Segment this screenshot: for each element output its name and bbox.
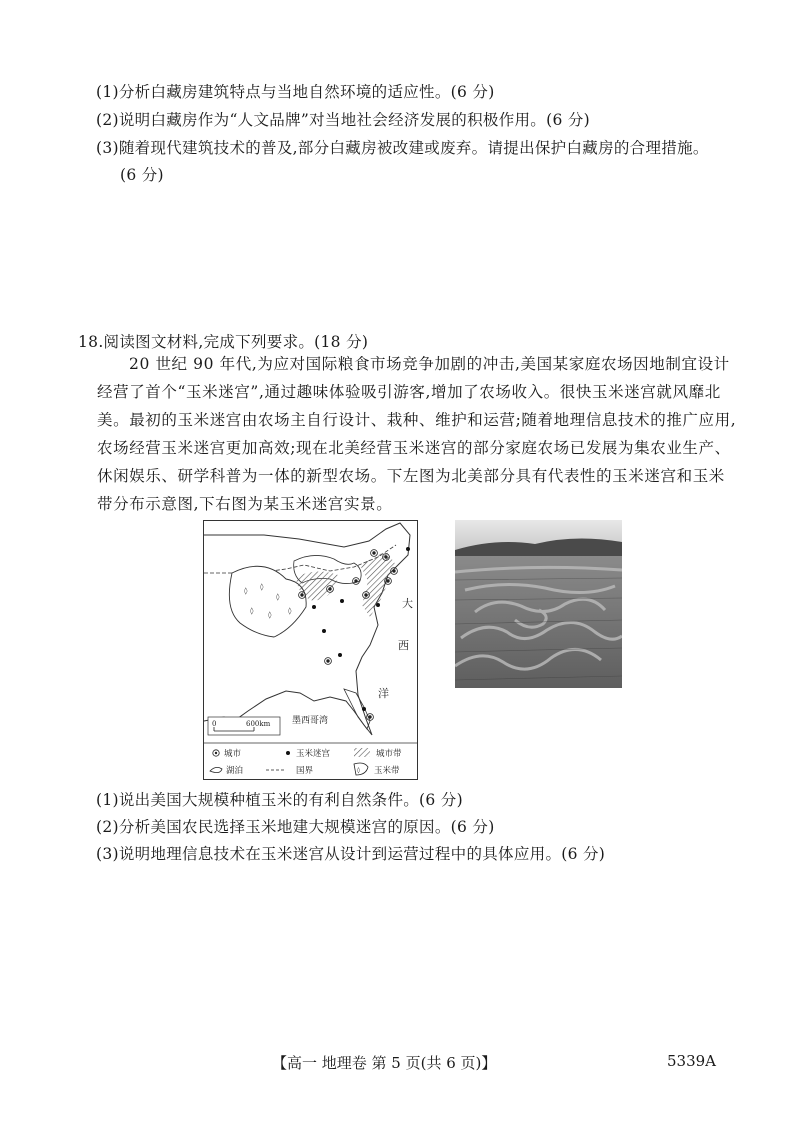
legend-urban-belt-icon xyxy=(354,748,370,757)
legend-corn-belt: 玉米带 xyxy=(374,766,400,776)
legend-lake: 湖泊 xyxy=(226,766,244,776)
map-svg xyxy=(204,521,417,779)
svg-text:◊: ◊ xyxy=(288,607,292,615)
q18-sub2: (2)分析美国农民选择玉米地建大规模迷宫的原因。(6 分) xyxy=(96,818,495,836)
material-line-5: 休闲娱乐、研学科普为一体的新型农场。下左图为北美部分具有代表性的玉米迷宫和玉米 xyxy=(97,467,725,485)
photo-svg xyxy=(455,520,622,688)
legend-city: 城市 xyxy=(224,749,242,759)
svg-text:◊: ◊ xyxy=(357,767,360,774)
q18-sub1: (1)说出美国大规模种植玉米的有利自然条件。(6 分) xyxy=(96,791,463,809)
ocean-label-3: 洋 xyxy=(378,687,389,700)
material-line-2: 经营了首个“玉米迷宫”,通过趣味体验吸引游客,增加了农场收入。很快玉米迷宫就风靡北 xyxy=(97,383,721,401)
ocean-label-1: 大 xyxy=(402,597,413,610)
legend-urban-belt: 城市带 xyxy=(376,749,402,759)
material-line-1: 20 世纪 90 年代,为应对国际粮食市场竞争加剧的冲击,美国某家庭农场因地制宜设计 xyxy=(129,355,730,373)
svg-text:◊: ◊ xyxy=(260,583,264,591)
scale-distance: 600km xyxy=(246,720,271,728)
svg-text:◊: ◊ xyxy=(276,593,280,601)
florida xyxy=(344,689,370,729)
q17-sub1: (1)分析白藏房建筑特点与当地自然环境的适应性。(6 分) xyxy=(96,83,495,101)
ocean-label-2: 西 xyxy=(398,639,409,652)
svg-text:◊: ◊ xyxy=(244,587,248,595)
material-line-6: 带分布示意图,下右图为某玉米迷宫实景。 xyxy=(97,495,393,513)
footer-code: 5339A xyxy=(667,1052,717,1070)
footer-title: 【高一 地理卷 第 5 页(共 6 页)】 xyxy=(272,1054,497,1072)
q17-sub3-line2: (6 分) xyxy=(120,166,164,184)
svg-text:◊: ◊ xyxy=(250,607,254,615)
material-line-4: 农场经营玉米迷宫更加高效;现在北美经营玉米迷宫的部分家庭农场已发展为集农业生产、 xyxy=(97,439,731,457)
corn-maze-photo xyxy=(455,520,622,688)
urban-belt-east xyxy=(360,551,396,617)
q18-material xyxy=(97,350,737,518)
corn-belt xyxy=(229,566,306,637)
q18-stem: 18.阅读图文材料,完成下列要求。(18 分) xyxy=(78,333,369,351)
legend-maze-icon xyxy=(286,751,290,755)
legend xyxy=(210,748,402,776)
legend-maze: 玉米迷宫 xyxy=(296,749,331,759)
q18-sub3: (3)说明地理信息技术在玉米迷宫从设计到运营过程中的具体应用。(6 分) xyxy=(96,845,606,863)
corn-maze-map xyxy=(203,520,418,780)
q17-sub3-line1: (3)随着现代建筑技术的普及,部分白藏房被改建或废弃。请提出保护白藏房的合理措施。 xyxy=(96,139,709,157)
scale-zero: 0 xyxy=(212,720,217,728)
gulf-label: 墨西哥湾 xyxy=(292,716,329,726)
legend-border: 国界 xyxy=(296,766,314,776)
q17-sub2: (2)说明白藏房作为“人文品牌”对当地社会经济发展的积极作用。(6 分) xyxy=(96,111,590,129)
legend-lake-icon xyxy=(210,767,222,772)
material-line-3: 美。最初的玉米迷宫由农场主自行设计、栽种、维护和运营;随着地理信息技术的推广应用, xyxy=(97,411,737,429)
svg-text:◊: ◊ xyxy=(268,611,272,619)
